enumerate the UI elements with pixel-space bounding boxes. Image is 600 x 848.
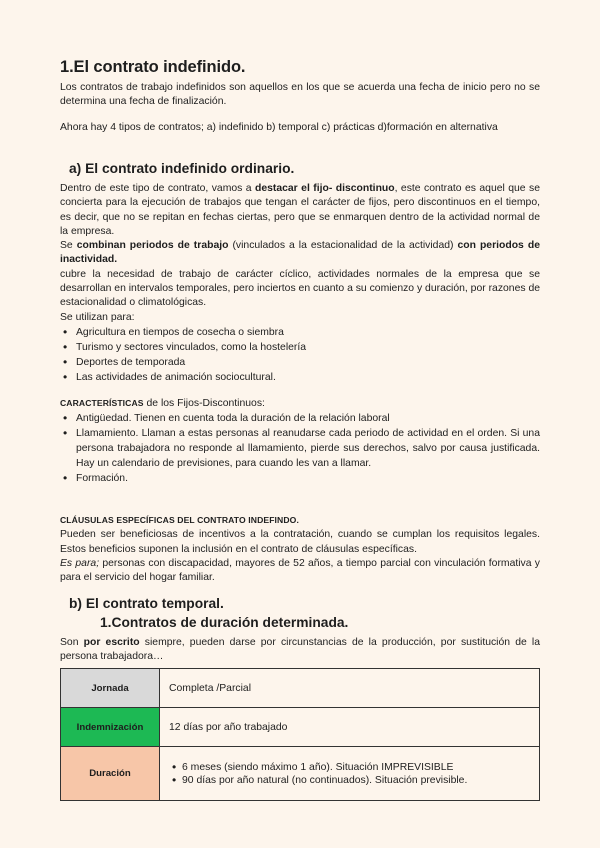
- clauses-block: [60, 513, 540, 585]
- page-title: 1.El contrato indefinido.: [60, 58, 246, 76]
- text-run: , este contrato es aquel que se concierta para la ejecución de trabajos que tengan el carácter de fijos, pero discontinuos en el tiempo, es decir, que no se repitan en fechas ciertas, pero que se enmarquen dentro de la actividad normal de la empresa.: [60, 183, 540, 237]
- section-a-heading: a) El contrato indefinido ordinario.: [69, 161, 295, 176]
- jornada-label-cell: Jornada: [61, 669, 160, 708]
- characteristics-block: [60, 396, 540, 486]
- duracion-label-cell: Duración: [61, 747, 160, 801]
- bold-run: CARACTERÍSTICAS: [60, 398, 144, 408]
- list-item: • Llamamiento. Llaman a estas personas al reanudarse cada periodo de actividad en el orden. Si una persona trabajadora no responde al llamamiento, pierde sus derechos, salvo por causa justificada. Hay un calendario de previsiones, para cuando les van a llamar.: [60, 426, 540, 471]
- text-run: Dentro de este tipo de contrato, vamos a: [60, 183, 255, 194]
- uses-list: [60, 325, 540, 385]
- combinan-paragraph: [60, 239, 540, 268]
- indemnizacion-value-cell: 12 días por año trabajado: [160, 708, 540, 747]
- text-run: siempre, pueden darse por circunstancias de la producción, por sustitución de la persona trabajadora…: [60, 637, 541, 663]
- bold-run: destacar el fijo- discontinuo: [254, 183, 395, 194]
- text-run: Se: [60, 240, 77, 252]
- list-item: • 90 días por año natural (no continuados). Situación previsible.: [169, 774, 538, 787]
- italic-run: Es para;: [60, 557, 100, 569]
- table-row: [61, 708, 540, 747]
- text-run: (vinculados a la estacionalidad de la actividad): [228, 240, 458, 252]
- list-item: • Formación.: [60, 471, 540, 486]
- section-b-heading: b) El contrato temporal.: [69, 596, 224, 611]
- indemnizacion-label-cell: Indemnización: [61, 708, 160, 747]
- duracion-value-cell: [160, 747, 540, 801]
- table-row: [61, 747, 540, 801]
- intro-paragraph: Los contratos de trabajo indefinidos son aquellos en los que se acuerda una fecha de inicio pero no se determina una fecha de finalización.: [60, 82, 540, 108]
- clauses-paragraph: Pueden ser beneficiosas de incentivos a la contratación, cuando se cumplan los requisitos legales. Estos beneficios suponen la inclusión en el contrato de cláusulas específicas.: [60, 529, 540, 555]
- list-item: • 6 meses (siendo máximo 1 año). Situación IMPREVISIBLE: [169, 761, 538, 774]
- bold-run: combinan periodos de trabajo: [76, 240, 229, 252]
- text-run: personas con discapacidad, mayores de 52 años, a tiempo parcial con vinculación formativa y para el servicio del hogar familiar.: [60, 557, 540, 584]
- text-run: Son: [60, 637, 84, 648]
- contract-types-paragraph: Ahora hay 4 tipos de contratos; a) indefinido b) temporal c) prácticas d)formación en alternativa: [60, 122, 498, 133]
- duracion-list: [169, 761, 538, 787]
- section-a-body: [60, 182, 540, 385]
- jornada-value-cell: Completa /Parcial: [160, 669, 540, 708]
- list-item: • Las actividades de animación sociocultural.: [60, 370, 540, 385]
- characteristics-list: [60, 411, 540, 486]
- list-item: • Antigüedad. Tienen en cuenta toda la duración de la relación laboral: [60, 411, 540, 426]
- uses-label: Se utilizan para:: [60, 311, 135, 323]
- es-para-paragraph: [60, 557, 540, 586]
- characteristics-label: [60, 396, 540, 411]
- contract-table: [60, 668, 540, 801]
- por-escrito-paragraph: [60, 636, 540, 665]
- section-b-subheading: 1.Contratos de duración determinada.: [100, 615, 349, 630]
- bold-run: con periodos de inactividad.: [60, 240, 540, 266]
- text-run: de los Fijos-Discontinuos:: [143, 398, 265, 409]
- bold-run: CLÁUSULAS ESPECÍFICAS DEL CONTRATO INDEFINDO.: [60, 515, 299, 525]
- table-row: [61, 669, 540, 708]
- fijo-discontinuo-paragraph: [60, 182, 540, 239]
- cubre-paragraph: cubre la necesidad de trabajo de carácter cíclico, actividades normales de la empresa que se desarrollan en intervalos temporales, pero inciertos en cuanto a su comienzo y duración, por razones de estacionalidad o climatológicas.: [60, 268, 540, 309]
- clauses-heading: [60, 513, 540, 528]
- bold-run: por escrito: [83, 637, 140, 648]
- list-item: • Deportes de temporada: [60, 355, 540, 370]
- list-item: • Agricultura en tiempos de cosecha o siembra: [60, 325, 540, 340]
- list-item: • Turismo y sectores vinculados, como la hostelería: [60, 340, 540, 355]
